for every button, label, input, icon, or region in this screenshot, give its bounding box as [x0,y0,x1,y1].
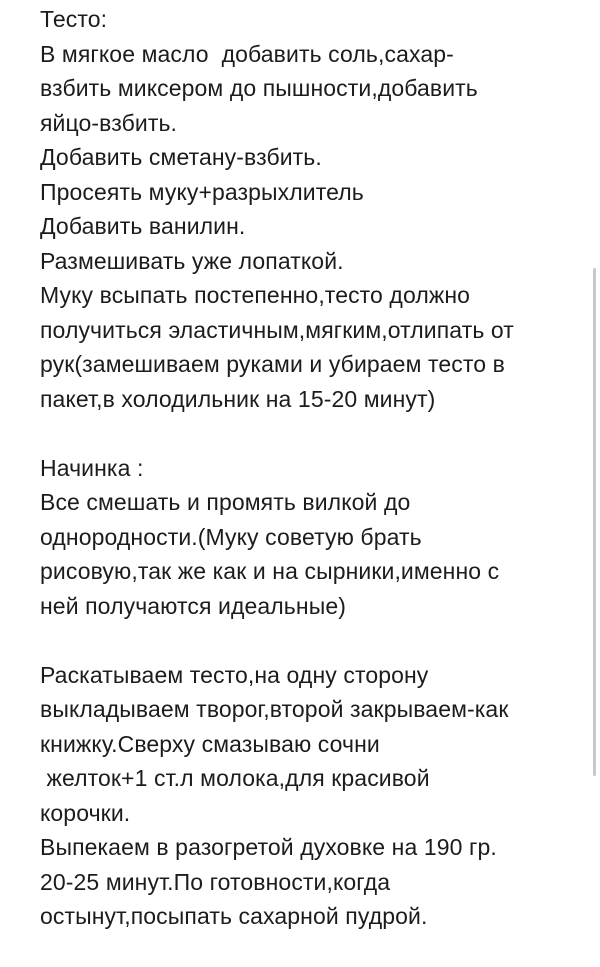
text-line: ней получаются идеальные) [40,592,346,619]
text-line: выкладываем творог,второй закрываем-как [40,696,509,722]
text-line: остынут,посыпать сахарной пудрой. [40,903,428,929]
text-line: корочки. [40,799,131,826]
text-line: 20-25 минут.По готовности,когда [40,868,391,895]
text-line: однородности.(Муку советую брать [40,523,422,550]
blank-line [40,416,585,451]
vertical-scrollbar[interactable] [593,268,596,776]
text-line: желток+1 ст.л молока,для красивой [40,765,430,791]
dough-heading: Тесто: [40,6,108,32]
text-line: рук(замешиваем руками и убираем тесто в [40,351,505,377]
filling-heading: Начинка : [40,454,144,481]
text-line: Муку всыпать постепенно,тесто должно [40,282,471,308]
text-line: рисовую,так же как и на сырники,именно с [40,558,500,584]
text-line: Раскатываем тесто,на одну сторону [40,661,429,688]
note-body[interactable] [40,2,585,934]
text-line: Выпекаем в разогретой духовке на 190 гр. [40,834,497,860]
text-line: В мягкое масло добавить соль,сахар- [40,40,454,67]
text-line: Просеять муку+разрыхлитель [40,178,364,205]
text-line: пакет,в холодильник на 15-20 минут) [40,385,436,412]
text-line: яйцо-взбить. [40,109,178,136]
text-line: взбить миксером до пышности,добавить [40,75,478,101]
blank-line [40,623,585,658]
text-line: Добавить ванилин. [40,213,246,239]
text-line: получиться эластичным,мягким,отлипать от [40,316,514,343]
text-line: книжку.Сверху смазываю сочни [40,730,380,757]
text-line: Размешивать уже лопаткой. [40,247,344,274]
text-line: Добавить сметану-взбить. [40,144,322,170]
text-line: Все смешать и промять вилкой до [40,489,411,515]
